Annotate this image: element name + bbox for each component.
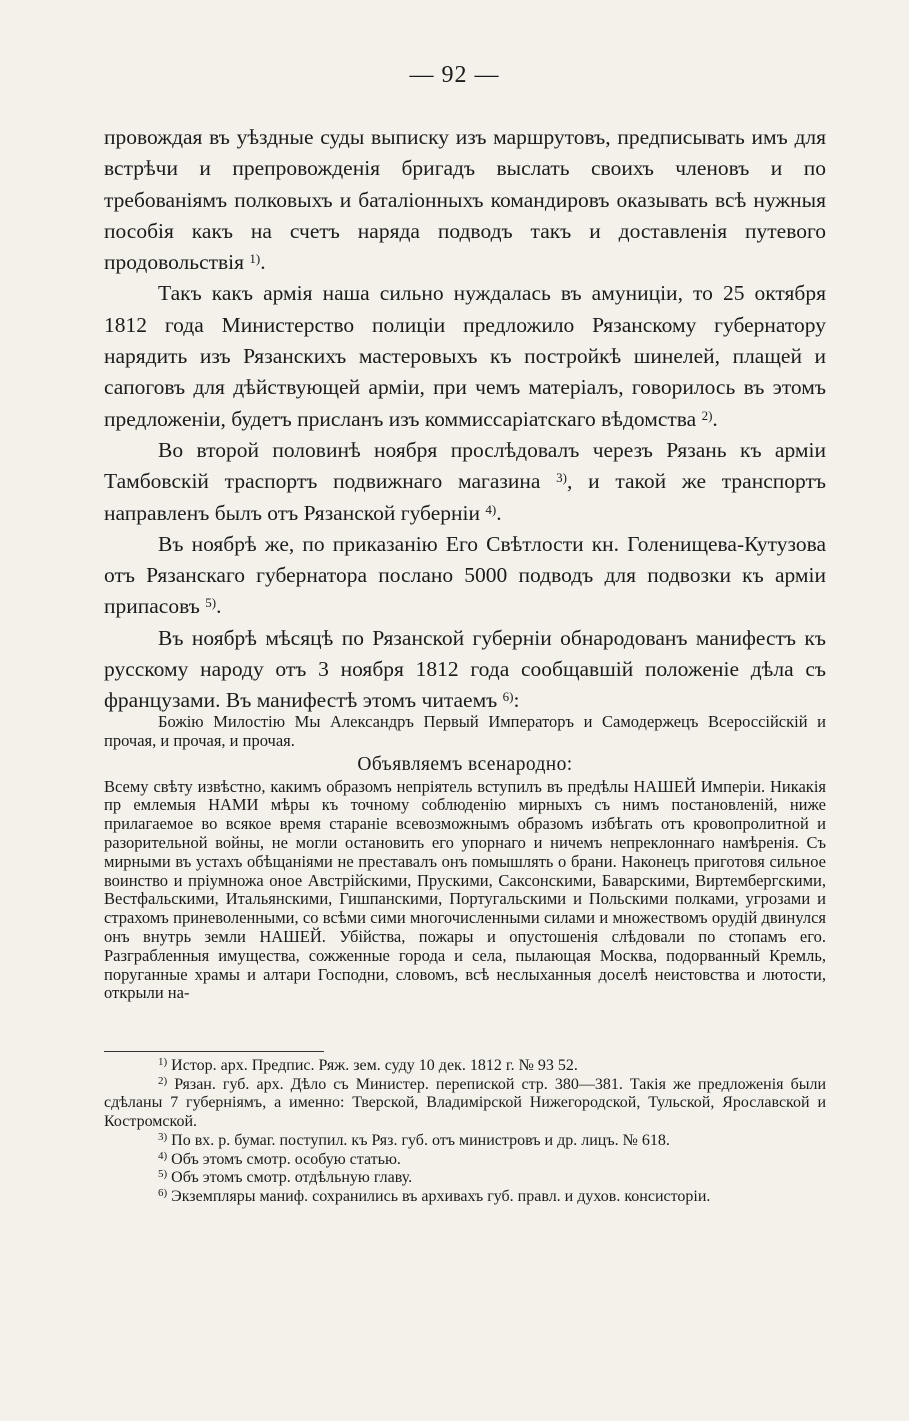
manifesto-heading: Объявляемъ всенародно: (357, 753, 573, 775)
main-text (104, 122, 826, 717)
paragraph-3: Во второй половинѣ ноября прослѣдовалъ черезъ Рязань къ арміи Тамбовскій траспортъ подвижнаго магазина $^{3)}$, и такой же транспортъ направленъ былъ отъ Рязанской губерніи $^{4)}$. (104, 437, 826, 525)
footnote-ref-3: 3) (556, 470, 568, 486)
footnote-separator (104, 1051, 324, 1052)
paragraph-4: Въ ноябрѣ же, по приказанію Его Свѣтлости кн. Голенищева-Кутузова отъ Рязанскаго губернатора послано 5000 подводъ для подвозки къ арміи припасовъ $^{5)}$. (104, 531, 826, 619)
footnote-2: $^{2)}$ Рязан. губ. арх. Дѣло съ Министер. перепиской стр. 380—381. Такія же предложенія были сдѣланы 7 губерніямъ, а именно: Тверской, Владимірской Нижегородской, Тульской, Ярославской и Костромской. (104, 1074, 826, 1131)
footnote-ref-6: 6) (502, 689, 514, 705)
footnote-ref-1: 1) (249, 251, 261, 267)
paragraph-5: Въ ноябрѣ мѣсяцѣ по Рязанской губерніи обнародованъ манифестъ къ русскому народу отъ 3 ноября 1812 года сообщавшій положеніе дѣла съ французами. Въ манифестѣ этомъ читаемъ $^{6)}$: (104, 625, 826, 713)
footnote-6: $^{6)}$ Экземпляры маниф. сохранились въ архивахъ губ. правл. и духов. консисторіи. (158, 1186, 711, 1205)
footnote-ref-4: 4) (485, 501, 497, 517)
paragraph-1: провождая въ уѣздные суды выписку изъ маршрутовъ, предписывать имъ для встрѣчи и препровожденія бригадъ выслать своихъ членовъ и по требованіямъ полковыхъ и баталіонныхъ командировъ оказывать всѣ нужныя пособія какъ на счетъ наряда подводъ такъ и доставленія путевого продовольствія $^{1)}$. (104, 125, 826, 275)
manifesto-quote (104, 713, 826, 1003)
manifesto-opening: Божію Милостію Мы Александръ Первый Императоръ и Самодержецъ Всероссійскій и прочая, и прочая, и прочая. (104, 712, 826, 750)
footnote-5: $^{5)}$ Объ этомъ смотр. отдѣльную главу. (158, 1168, 413, 1187)
footnotes (104, 1057, 826, 1207)
footnote-ref-2: 2) (701, 407, 713, 423)
paragraph-2: Такъ какъ армія наша сильно нуждалась въ амуниціи, то 25 октября 1812 года Министерство полиціи предложило Рязанскому губернатору нарядить изъ Рязанскихъ мастеровыхъ къ постройкѣ шинелей, плащей и сапоговъ для дѣйствующей арміи, при чемъ матеріалъ, говорилось въ этомъ предложеніи, будетъ присланъ изъ коммиссаріатскаго вѣдомства $^{2)}$. (104, 281, 826, 431)
page-number: — 92 — (409, 62, 500, 88)
manifesto-text: Всему свѣту извѣстно, какимъ образомъ непріятель вступилъ въ предѣлы НАШЕЙ Имперіи. Никакія пр емлемыя НАМИ мѣры къ точному соблюденію мирныхъ съ нимъ постановленій, ниже прилагаемое во всякое время стараніе всевозможнымъ образомъ избѣгать отъ кровопролитной и разорительной войны, не могли остановить его упорнаго и ничемъ непреклоннаго намѣренія. Съ мирными въ устахъ обѣщаніями не преставалъ онъ помышлять о брани. Наконецъ приготовя сильное воинство и пріумножа оное Австрійскими, Прускими, Саксонскими, Баварскими, Виртембергскими, Вестфальскими, Итальянскими, Гишпанскими, Португальскими и Польскими полками, угрозами и страхомъ приневоленными, со всѣми сими многочисленными силами и множествомъ орудій двинулся онъ внутрь земли НАШЕЙ. Убійства, пожары и опустошенія слѣдовали по стопамъ его. Разграбленныя имущества, сожженные города и села, пылающая Москва, подорванный Кремль, поруганные храмы и алтари Господни, словомъ, всѣ неслыханныя доселѣ неистовства и лютости, открыли на- (104, 776, 826, 1003)
footnote-4: $^{4)}$ Объ этомъ смотр. особую статью. (158, 1149, 401, 1168)
footnote-ref-5: 5) (205, 595, 217, 611)
footnote-1: $^{1)}$ Истор. арх. Предпис. Ряж. зем. суду 10 дек. 1812 г. № 93 52. (158, 1056, 578, 1074)
footnote-3: $^{3)}$ По вх. р. бумаг. поступил. къ Ряз. губ. отъ министровъ и др. лицъ. № 618. (158, 1130, 670, 1149)
